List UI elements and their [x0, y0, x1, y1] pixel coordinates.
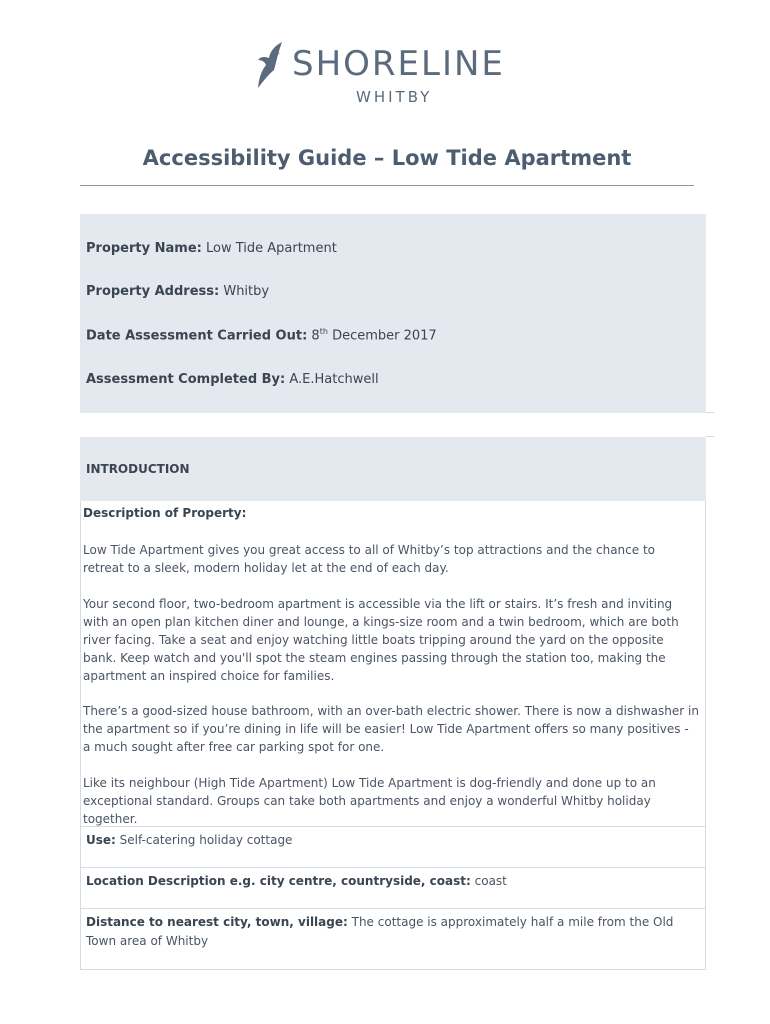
panel-edge-line: [706, 412, 714, 413]
assessment-date-day: 8: [311, 328, 320, 344]
location-value: coast: [474, 874, 507, 888]
brand-name: SHORELINE: [292, 44, 505, 84]
property-name-value: Low Tide Apartment: [205, 241, 337, 256]
distance-row: [86, 913, 698, 951]
description-paragraph: There’s a good-sized house bathroom, with an over-bath electric shower. There is now a dishwasher in the apartment so if you’re dining in life will be easier! Low Tide Apartment offers so many positives - a much sought after free car parking spot for one.: [83, 704, 699, 754]
property-address-label: Property Address:: [86, 284, 220, 299]
description-label: Description of Property:: [83, 506, 247, 520]
property-info-panel: [80, 214, 706, 413]
title-divider: [80, 185, 694, 186]
brand-location: WHITBY: [356, 88, 433, 106]
assessment-date-month-year: December 2017: [332, 328, 437, 344]
row-divider: [81, 826, 705, 827]
assessment-by-row: [86, 372, 379, 387]
shoreline-logo: [252, 40, 532, 110]
property-address-value: Whitby: [223, 284, 270, 299]
introduction-heading: INTRODUCTION: [86, 462, 190, 476]
introduction-header: [80, 437, 706, 501]
property-address-row: [86, 284, 269, 299]
property-name-row: [86, 241, 337, 256]
assessment-date-suffix: th: [319, 327, 328, 336]
introduction-table: [80, 501, 706, 970]
property-name-label: Property Name:: [86, 241, 202, 256]
location-row: [86, 872, 698, 891]
description-paragraph: Like its neighbour (High Tide Apartment) Low Tide Apartment is dog-friendly and done up to an exceptional standard. Groups can take both apartments and enjoy a wonderful Whitby holiday together.: [83, 776, 656, 826]
use-value: Self-catering holiday cottage: [119, 833, 293, 847]
use-row: [86, 831, 698, 850]
assessment-by-label: Assessment Completed By:: [86, 372, 286, 387]
assessment-by-value: A.E.Hatchwell: [289, 372, 379, 387]
distance-value: The cottage is approximately half a mile from the Old Town area of Whitby: [86, 915, 674, 948]
distance-label: Distance to nearest city, town, village:: [86, 915, 348, 929]
row-divider: [81, 908, 705, 909]
assessment-date-row: [86, 327, 437, 343]
panel-edge-line: [706, 436, 714, 437]
location-label: Location Description e.g. city centre, countryside, coast:: [86, 874, 471, 888]
seagull-icon: [252, 40, 288, 92]
description-paragraph: Low Tide Apartment gives you great access to all of Whitby’s top attractions and the chance to retreat to a sleek, modern holiday let at the end of each day.: [83, 543, 655, 575]
page-title: Accessibility Guide – Low Tide Apartment: [142, 146, 632, 170]
use-label: Use:: [86, 833, 116, 847]
description-paragraph: Your second floor, two-bedroom apartment is accessible via the lift or stairs. It’s fresh and inviting with an open plan kitchen diner and lounge, a kings-size room and a twin bedroom, which are both river facing. Take a seat and enjoy watching little boats tripping around the yard on the opposite bank. Keep watch and you'll spot the steam engines passing through the station too, making the apartment an inspired choice for families.: [83, 597, 679, 683]
row-divider: [81, 867, 705, 868]
assessment-date-label: Date Assessment Carried Out:: [86, 328, 308, 344]
